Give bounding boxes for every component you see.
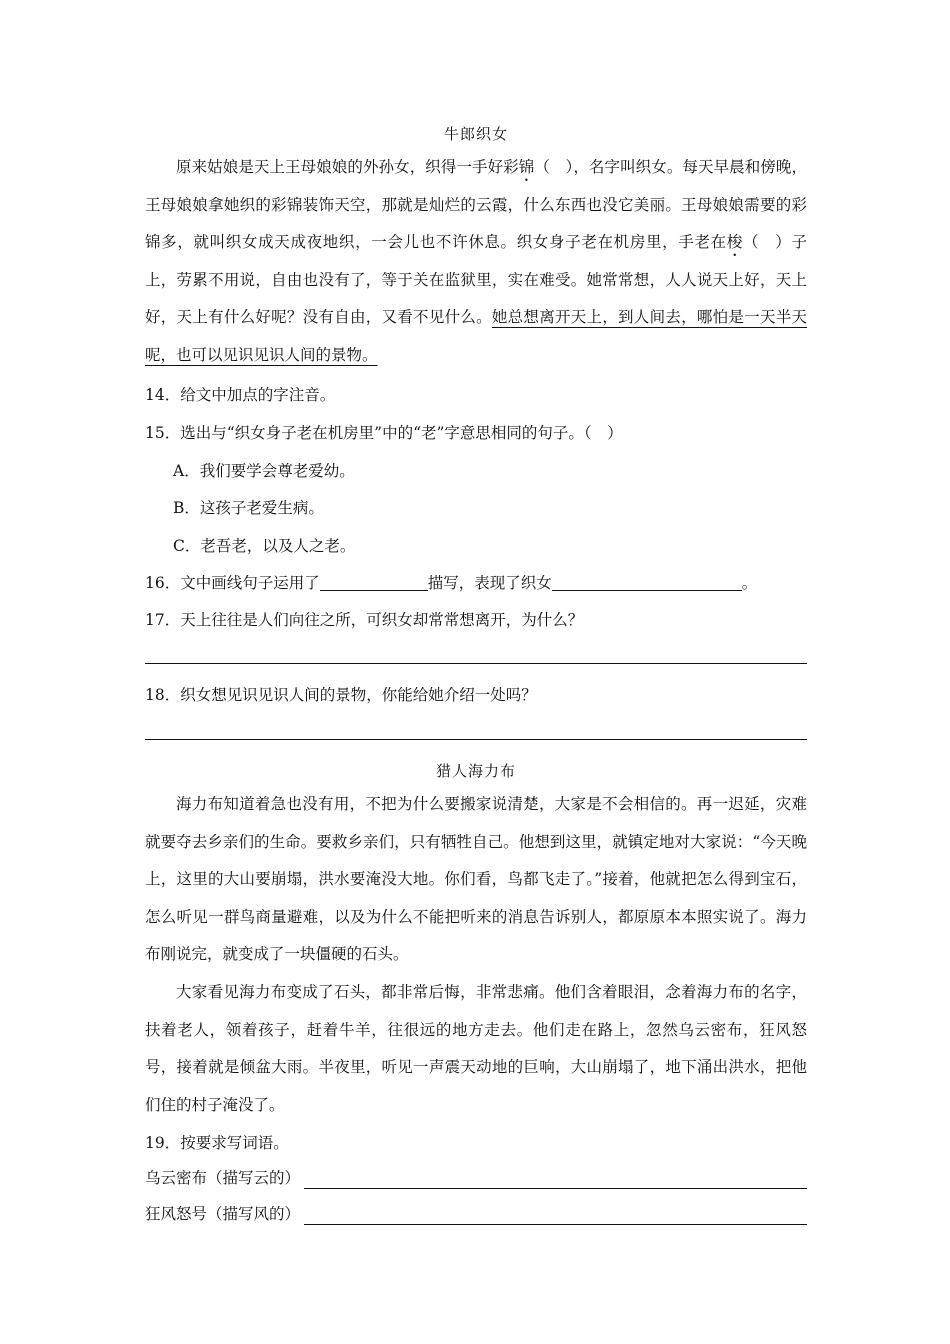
word-row-wind <box>145 1203 807 1225</box>
option-a: A．我们要学会尊老爱幼。 <box>173 462 355 480</box>
answer-line-18[interactable] <box>145 739 807 740</box>
question-18: 18．织女想见识见识人间的景物，你能给她介绍一处吗？ <box>145 686 537 704</box>
passage-paragraph: 海力布知道着急也没有用，不把为什么要搬家说清楚，大家是不会相信的。再一迟延，灾难就要夺去乡亲们的生命。要救乡亲们，只有牺牲自己。他想到这里，就镇定地对大家说：“今天晚上，这里的大山要崩塌，洪水要淹没大地。你们看，鸟都飞走了。”接着，他就把怎么得到宝石，怎么听见一群鸟商量避难，以及为什么不能把听来的消息告诉别人，都原原本本照实说了。海力布刚说完，就变成了一块僵硬的石头。 <box>145 795 807 963</box>
dotted-char: 锦 <box>518 158 535 176</box>
passage-title-hailibu: 猎人海力布 <box>435 762 516 780</box>
answer-line-17[interactable] <box>145 663 807 664</box>
paragraph-text: （ ），名字叫织女。每天早晨和傍晚，王母娘娘拿她织的彩锦装饰天空，那就是灿烂的云霞，什么东西也没它美丽。王母娘娘需要的彩锦多，就叫织女成天成夜地织，一会儿也不许休息。织女身子老在机房里，手老在 <box>145 158 807 251</box>
question-16-text-c: 。 <box>741 574 758 592</box>
option-c: C．老吾老，以及人之老。 <box>173 537 356 555</box>
question-17: 17．天上往往是人们向往之所，可织女却常常想离开，为什么？ <box>145 611 584 629</box>
answer-blank-2[interactable] <box>552 574 742 591</box>
question-14: 14．给文中加点的字注音。 <box>145 386 336 404</box>
passage-title-niulang-zhinv: 牛郎织女 <box>443 125 508 143</box>
question-16 <box>145 573 807 593</box>
dotted-char: 梭 <box>726 233 743 251</box>
paragraph-text: 原来姑娘是天上王母娘娘的外孙女，织得一手好彩 <box>176 158 519 176</box>
paragraph-text: （ ）子上，劳累不用说，自由也没有了，等于关在监狱里，实在难受。她常常想，人人说天上好，天上好，天上有什么好呢？没有自由，又看不见什么。 <box>145 233 807 326</box>
question-16-text-a: 16．文中画线句子运用了 <box>145 574 320 592</box>
question-15: 15．选出与“织女身子老在机房里”中的“老”字意思相同的句子。（ ） <box>145 424 623 442</box>
answer-blank-1[interactable] <box>320 574 428 591</box>
word-row-label: 狂风怒号（描写风的） <box>145 1205 301 1223</box>
answer-line-clouds[interactable] <box>304 1168 807 1189</box>
question-19: 19．按要求写词语。 <box>145 1134 289 1152</box>
question-16-text-b: 描写，表现了织女 <box>427 574 552 592</box>
word-row-clouds <box>145 1167 807 1189</box>
word-row-label: 乌云密布（描写云的） <box>145 1169 301 1187</box>
option-b: B．这孩子老爱生病。 <box>173 499 324 517</box>
passage-paragraph <box>145 149 807 374</box>
underlined-sentence: 她总想离开天上，到人间去，哪怕是一天半天呢，也可以见识见识人间的景物。 <box>145 308 807 364</box>
answer-line-wind[interactable] <box>304 1204 807 1225</box>
passage-paragraph: 大家看见海力布变成了石头，都非常后悔，非常悲痛。他们含着眼泪，念着海力布的名字，扶着老人，领着孩子，赶着牛羊，往很远的地方走去。他们走在路上，忽然乌云密布，狂风怒号，接着就是倾盆大雨。半夜里，听见一声震天动地的巨响，大山崩塌了，地下涌出洪水，把他们住的村子淹没了。 <box>145 983 807 1114</box>
